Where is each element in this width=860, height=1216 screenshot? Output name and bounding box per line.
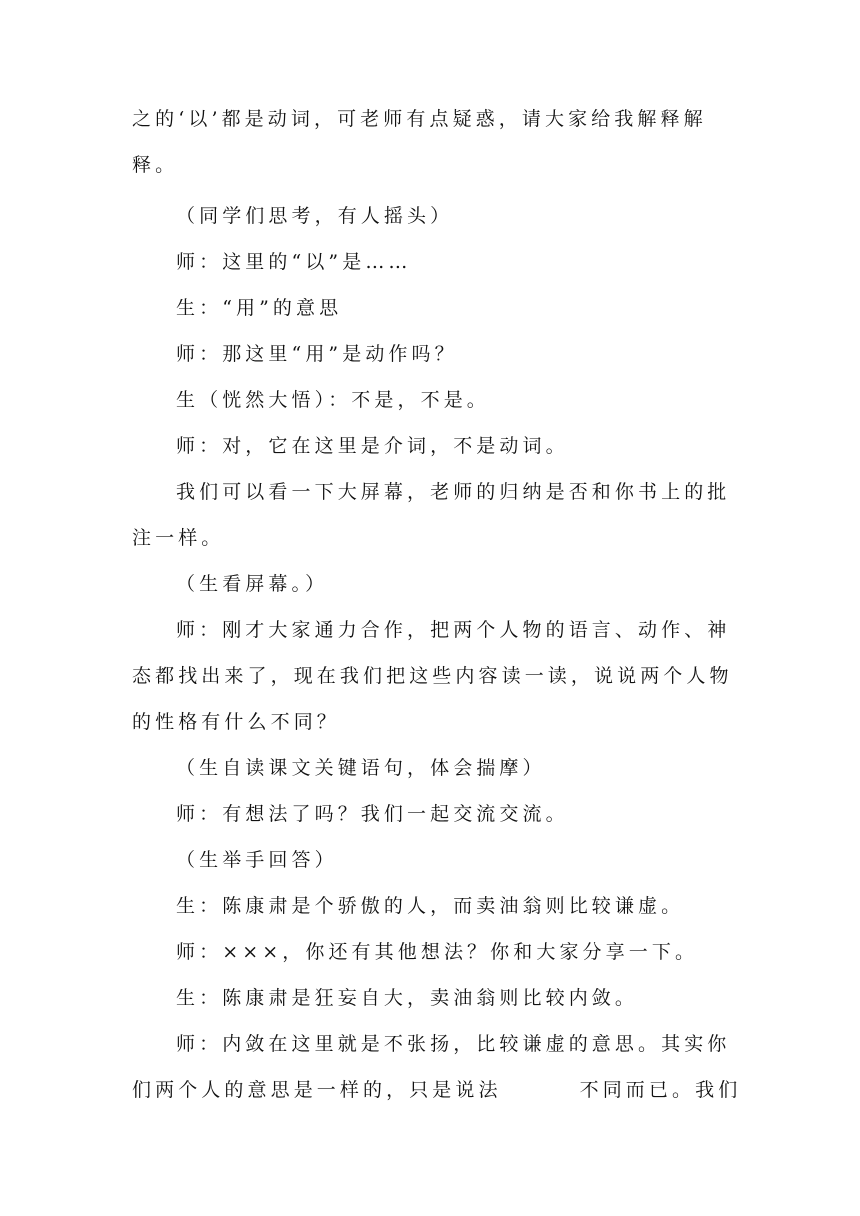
line-segment: 们两个人的意思是一样的，只是说法	[132, 1079, 502, 1101]
paragraph-line: 的性格有什么不同？	[132, 711, 340, 733]
paragraph-line: 我们可以看一下大屏幕，老师的归纳是否和你书上的批	[176, 481, 731, 503]
paragraph-line: 注一样。	[132, 527, 225, 549]
dialogue-line: 师：×××，你还有其他想法？你和大家分享一下。	[176, 941, 699, 963]
dialogue-line: 生（恍然大悟）：不是，不是。	[176, 389, 490, 411]
paragraph-line: 态都找出来了，现在我们把这些内容读一读，说说两个人物	[132, 665, 733, 687]
stage-direction: （生举手回答）	[176, 849, 338, 871]
dialogue-line: 师：那这里“用”是动作吗？	[176, 343, 458, 365]
stage-direction: （同学们思考，有人摇头）	[176, 205, 454, 227]
stage-direction: （生看屏幕。）	[176, 573, 329, 595]
dialogue-line: 生：“用”的意思	[176, 297, 343, 319]
stage-direction: （生自读课文关键语句，体会揣摩）	[176, 757, 546, 779]
dialogue-line: 师：有想法了吗？我们一起交流交流。	[176, 803, 569, 825]
dialogue-line: 师：刚才大家通力合作，把两个人物的语言、动作、神	[176, 619, 731, 641]
paragraph-line: 释。	[132, 154, 179, 176]
dialogue-line: 生：陈康肃是个骄傲的人，而卖油翁则比较谦虚。	[176, 895, 685, 917]
paragraph-line: 之的‘以’都是动词，可老师有点疑惑，请大家给我解释解	[132, 108, 707, 130]
line-segment: 不同而已。我们	[579, 1079, 742, 1101]
paragraph-line	[132, 1075, 741, 1105]
dialogue-line: 师：这里的“以”是……	[176, 251, 412, 273]
dialogue-line: 师：内敛在这里就是不张扬，比较谦虚的意思。其实你	[176, 1033, 731, 1055]
dialogue-line: 师：对，它在这里是介词，不是动词。	[176, 435, 569, 457]
dialogue-line: 生：陈康肃是狂妄自大，卖油翁则比较内敛。	[176, 987, 639, 1009]
